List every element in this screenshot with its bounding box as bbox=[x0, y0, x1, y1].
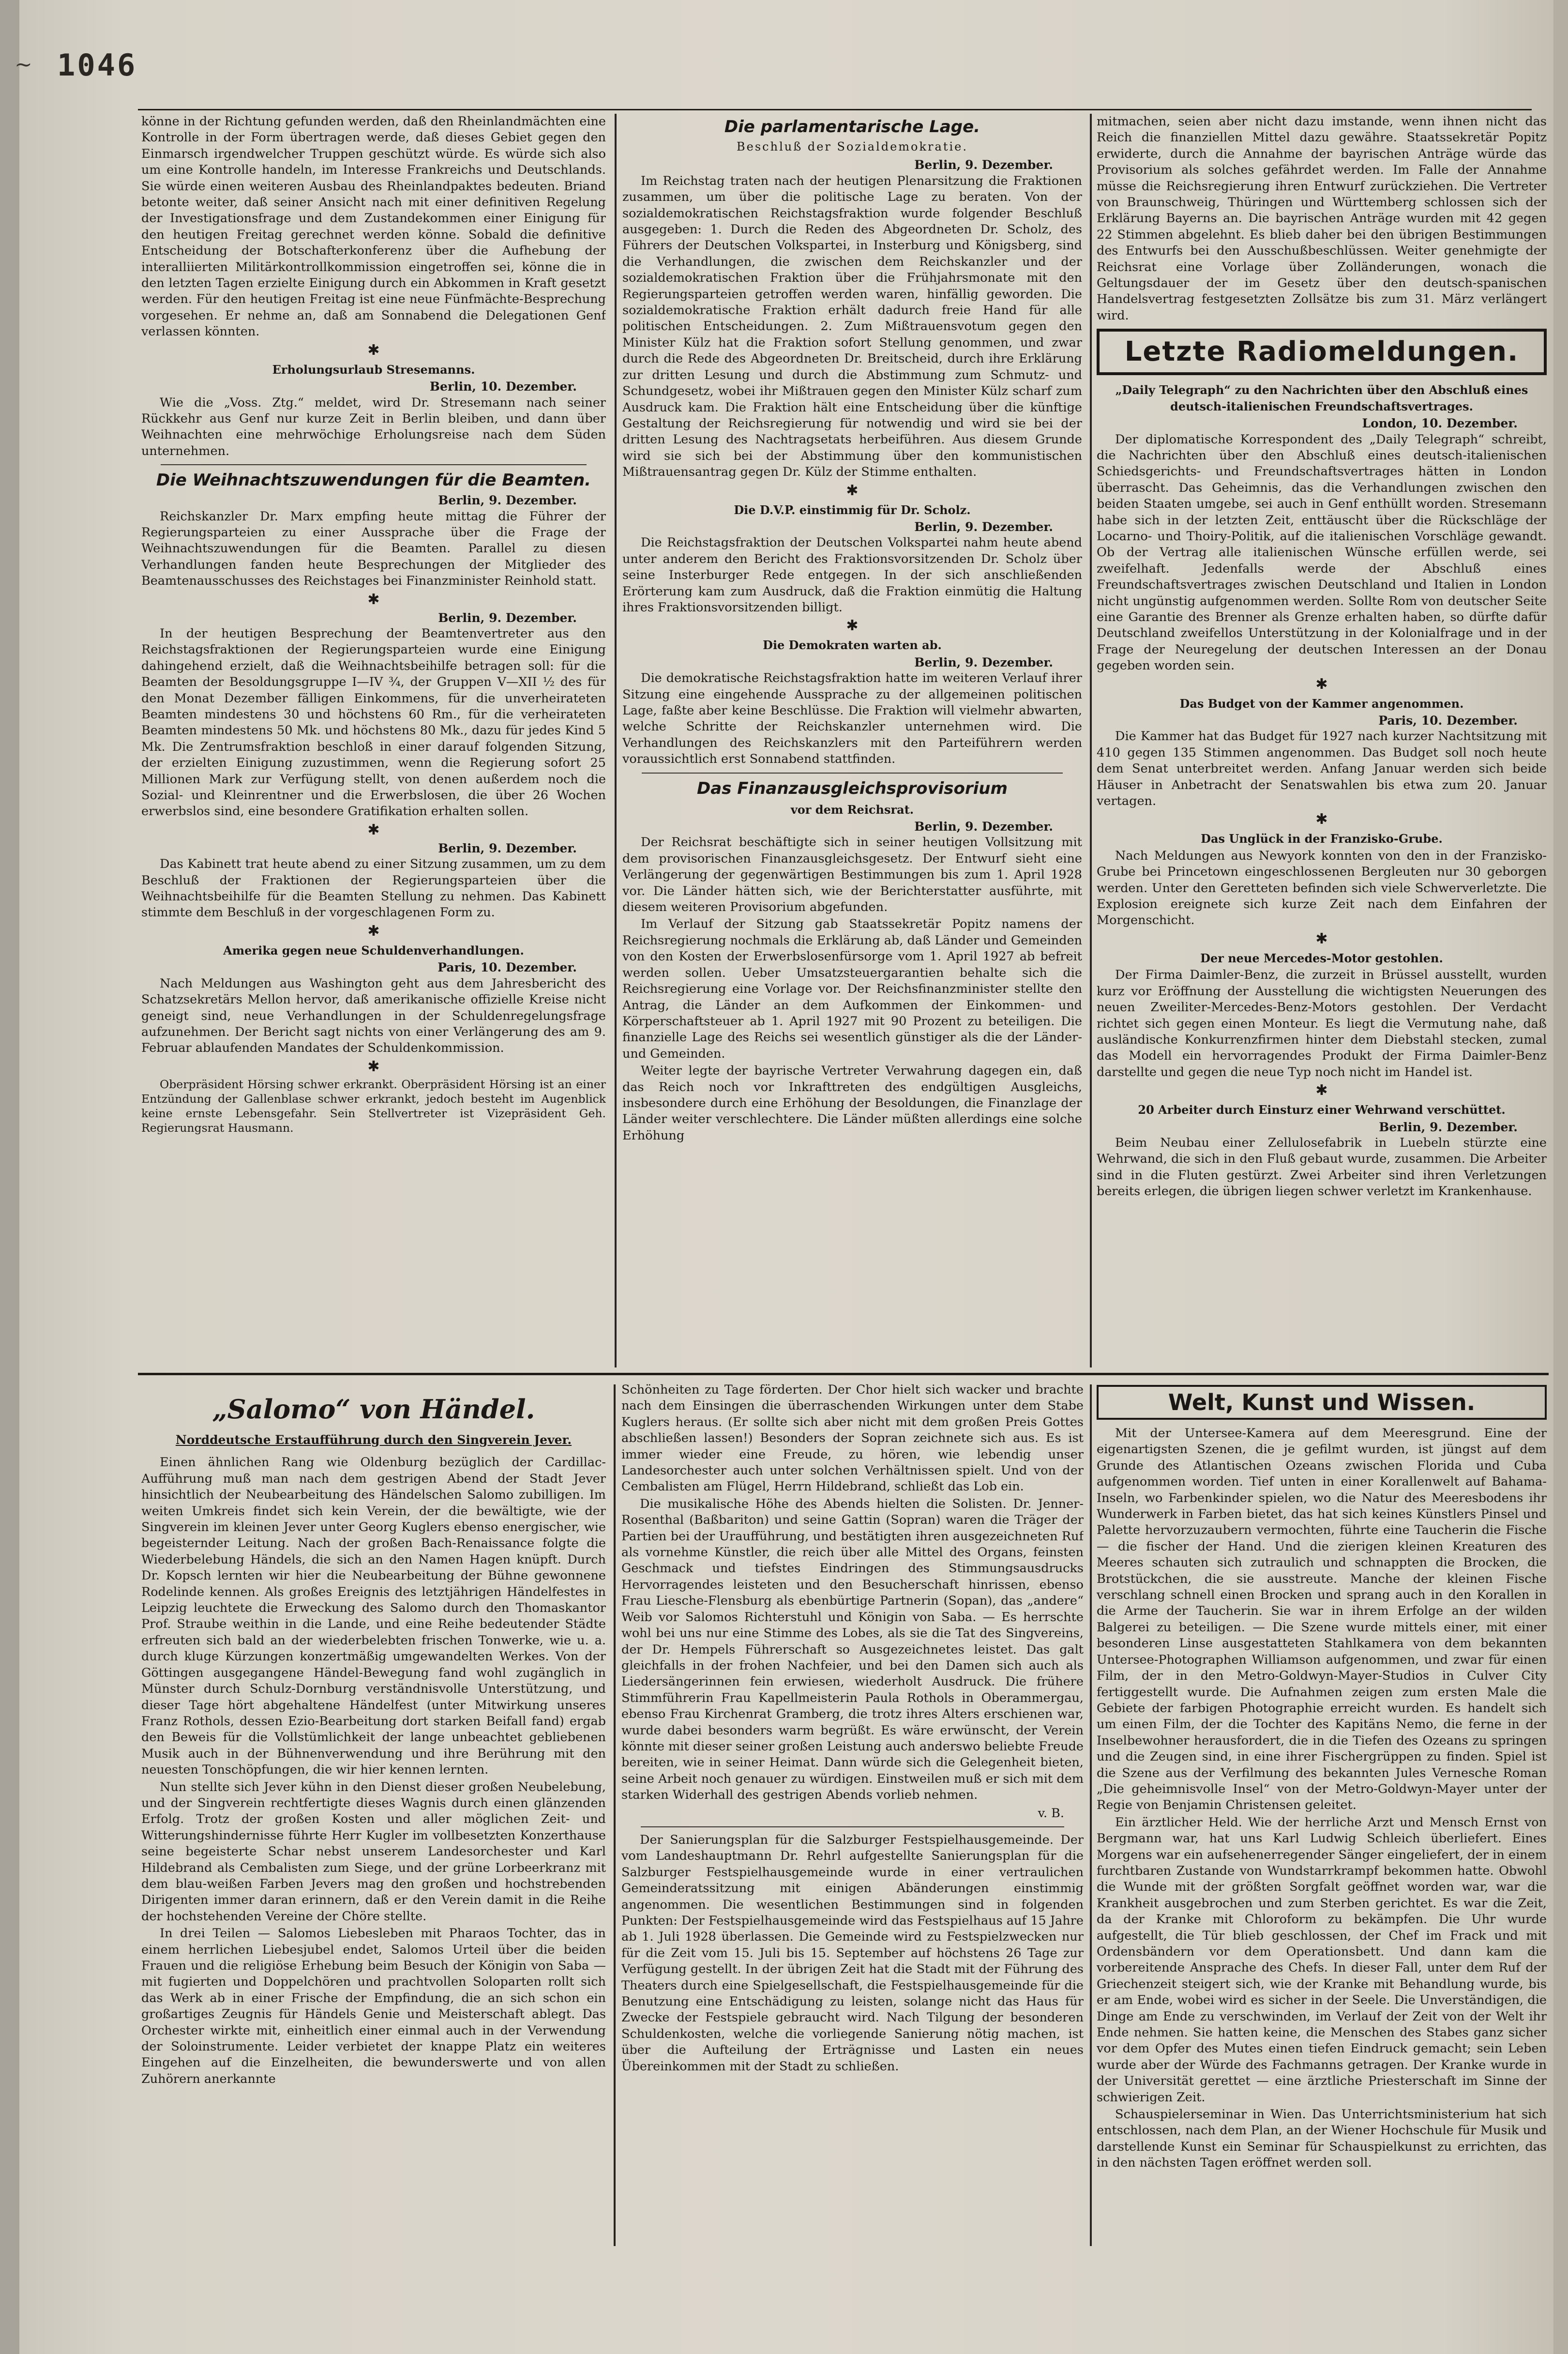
salomo-continuation-2: Die musikalische Höhe des Abends hielten die Solisten. Dr. Jenner-Rosenthal (Baßbariton) und seine Gattin (Sopran) waren die Träger der Partien bei der Uraufführung, und bestätigten ihren ausgezeichneten Ruf als vornehme Künstler, die reich über alle Mittel des Organs, feinsten Geschmack und tiefstes Eindringen des Stimmungsausdrucks Hervorragendes leisteten und den Besucherschaft hinrissen, ebenso Frau Liesche-Flensburg als ebenbürtige Partnerin (Sopan), das „andere“ Weib vor Salomos Richterstuhl und Königin von Saba. — Es herrschte wohl bei uns nur eine Stimme des Lobes, als sie die Tat des Singvereins, der Dr. Hempels Führerschaft so Ausgezeichnetes leistet. Das galt gleichfalls in der frohen Nachfeier, und bei den Damen sich auch als Liedersängerinnen fein erwiesen, wiederholt Ausdruck. Die frühere Stimmführerin Frau Kapellmeisterin Paula Rothols in Oberammergau, ebenso Frau Kirchenrat Gramberg, die trotz ihres Alters erschienen war, wurde dabei besonders warm begrüßt. Es wäre erwünscht, der Verein könnte mit dieser seiner großen Leistung auch anderswo beliebte Freude bereiten, wie in seiner Heimat. Dann würde sich die Gelegenheit bieten, seine Arbeit noch genauer zu würdigen. Einstweilen muß er sich mit dem starken Widerhall des gestrigen Abends vorlieb nehmen. bbox=[621, 1496, 1084, 1803]
amerika-text: Nach Meldungen aus Washington geht aus dem Jahresbericht des Schatzsekretärs Mellon hervor, daß amerikanische offizielle Kreise nicht geneigt sind, neue Verhandlungen in der Schuldenregelungsfrage aufzunehmen. Der Bericht sagt nichts von einer Verlängerung des am 9. Februar ablaufenden Mandates der Schuldenkommission. bbox=[141, 976, 606, 1056]
column-rule-2 bbox=[1090, 114, 1092, 1367]
page-number: 1046 bbox=[57, 47, 137, 83]
separator-star: ✱ bbox=[846, 482, 859, 499]
salomo-headline: „Salomo“ von Händel. bbox=[212, 1394, 535, 1425]
column-rule-4 bbox=[1090, 1384, 1092, 2246]
author-signature: v. B. bbox=[1038, 1806, 1064, 1821]
parlament-text: Im Reichstag traten nach der heutigen Plenarsitzung die Fraktionen zusammen, um über die politische Lage zu beraten. Von der sozialdemokratischen Reichstagsfraktion wurde folgender Beschluß ausgegeben: 1. Durch die Reden des Abgeordneten Dr. Scholz, des Führers der Deutschen Volkspartei, in Insterburg und Königsberg, sind die Verhandlungen, die zwischen dem Reichskanzler und der sozialdemokratischen Fraktion über die Frühjahrsmonate mit den Regierungsparteien getroffen werden waren, hinfällig geworden. Die sozialdemokratische Fraktion erhält dadurch freie Hand für alle politischen Entscheidungen. 2. Zum Mißtrauensvotum gegen den Minister Külz hat die Fraktion sofort Stellung genommen, und zwar durch die Rede des Abgeordneten Dr. Breitscheid, durch ihre Erklärung zur dritten Lesung und durch die Abstimmung zum Schmutz- und Schundgesetz, wobei ihr Mißtrauen gegen den Minister Külz scharf zum Ausdruck kam. Die Fraktion hält eine Entscheidung über die künftige Gestaltung der Reichsregierung für notwendig und wird sie bei der dritten Lesung des Nachtragsetats herbeiführen. Aus diesem Grunde wird sie sich bei der Abstimmung über den kommunistischen Mißtrauensantrag gegen Dr. Külz der Stimme enthalten. bbox=[622, 173, 1082, 480]
salomo-paragraph-2: Nun stellte sich Jever kühn in den Dienst dieser großen Neubelebung, und der Singverein rechtfertigte dieses Wagnis durch einen glänzenden Erfolg. Trotz der großen Kosten und aller möglichen Zeit- und Witterungshindernisse führte Herr Kugler im vollbesetzten Konzerthause seine begeisterte Schar nebst unserem Landesorchester und Karl Hildebrand als Cembalisten zum Siege, und der grüne Lorbeerkranz mit dem blau-weißen Farben Jevers mag den großen und hochstrebenden Dirigenten immer daran erinnern, daß er den Verein damit in die Reihe der hochstehenden Vereine der Chöre stellte. bbox=[141, 1779, 606, 1924]
middle-column bbox=[622, 114, 1082, 1367]
untersee-kamera-text: Mit der Untersee-Kamera auf dem Meeresgrund. Eine der eigenartigsten Szenen, die je gefilmt wurden, ist jüngst auf dem Grunde des Atlantischen Ozeans zwischen Florida und Cuba aufgenommen worden. Tief unten in einer Korallenwelt auf Bahama-Inseln, wo Farbenkinder spielen, wo die Natur des Meeresbodens ihr Wunderwerk in Farben bietet, das hat sich keines Künstlers Pinsel und Palette hervorzuzaubern vermochten, führte eine Taucherin die Fische — die fischer der Hand. Und die zierigen kleinen Kreaturen des Meeres schauten sich zutraulich und schnappten die Brocken, die Brotstückchen, die sie ausstreute. Manche der kleinen Fische verschlang schnell einen Brocken und sprang auch in den Korallen in die Arme der Taucherin. Sie war in ihrem Erfolge an der wilden Balgerei zu beteiligen. — Die Szene wurde mittels einer, mit einer besonderen Linse ausgestatteten Stahlkamera von dem bekannten Untersee-Photographen Williamson aufgenommen, und zwar für einen Film, der in den Metro-Goldwyn-Mayer-Studios in Culver City fertiggestellt wurde. Die Aufnahmen zeigen zum ersten Male die Gebiete der farbigen Photographie erreicht wurden. Es handelt sich um einen Film, der die Tochter des Kapitäns Nemo, die ferne in der Inselbewohner herausfordert, die in die Tiefen des Ozeans zu springen und die Zeugen sind, in eine ihrer Fischergrüppen zu finden. Spiel ist die Szene aus der Verfilmung des bekannten Jules Vernesche Roman „Die geheimnisvolle Insel“ von der Metro-Goldwyn-Mayer unter der Regie von Benjamin Christensen geleitet. bbox=[1097, 1426, 1547, 1813]
separator-star: ✱ bbox=[1315, 675, 1328, 693]
grube-text: Nach Meldungen aus Newyork konnten von den in der Franzisko-Grube bei Princetown eingeschlossenen Bergleuten nur 30 geborgen werden. Unter den Geretteten befinden sich viele Schwerverletzte. Die Explosion ereignete sich kurze Zeit nach dem Einfahren der Morgenschicht. bbox=[1097, 848, 1547, 928]
finanz-subheadline: vor dem Reichsrat. bbox=[790, 802, 914, 817]
right-column bbox=[1097, 114, 1547, 1367]
divider bbox=[642, 773, 1063, 774]
separator-star: ✱ bbox=[367, 591, 380, 608]
salomo-paragraph-1: Einen ähnlichen Rang wie Oldenburg bezüglich der Cardillac-Aufführung muß man nach dem gestrigen Abend der Stadt Jever hinsichtlich der Neubearbeitung des Händelschen Salomo zubilligen. Im weiten Umkreis findet sich kein Verein, der die bewältigte, wie der Singverein im kleinen Jever unter Georg Kuglers ebenso energischer, wie begeisternder Leitung. Nach der großen Bach-Renaissance folgte die Wiederbelebung Händels, die sich an den Namen Hagen knüpft. Durch Dr. Kopsch lernten wir hier die Neubearbeitung der Bühne gewonnene Rodelinde kennen. Als großes Ereignis des letztjährigen Händelfestes in Leipzig leuchtete die Erweckung des Salomo durch den Thomaskantor Prof. Straube weithin in die Lande, und eine Reihe bedeutender Städte erfreuten sich bald an der wiederbelebten frischen Tonwerke, wie u. a. durch kluge Kürzungen konzertmäßig umgewandelten Werkes. Von der Göttingen ausgegangene Händel-Bewegung fand wohl zugänglich in Münster durch Schulz-Dornburg verständnisvolle Unterstützung, und dieser Tage hört abgehaltene Händelfest (unter Mitwirkung unseres Franz Rothols, dessen Ezio-Bearbeitung dort starken Beifall fand) ergab den Beweis für die Vollstümlichkeit der lange unbeachtet gebliebenen Musik auch in der Bühnenverwendung und ihre Berührung mit den neuesten Tonschöpfungen, die wir hier kennen lernten. bbox=[141, 1455, 606, 1777]
radio-headline: Letzte Radiomeldungen. bbox=[1097, 329, 1547, 375]
mercedes-headline: Der neue Mercedes-Motor gestohlen. bbox=[1200, 951, 1443, 965]
budget-text: Die Kammer hat das Budget für 1927 nach kurzer Nachtsitzung mit 410 gegen 135 Stimmen angenommen. Das Budget soll noch heute dem Senat unterbreitet werden. Anfang Januar werden sich beide Häuser in Anbetracht der Senatswahlen bis etwa zum 20. Januar vertagen. bbox=[1097, 729, 1547, 809]
weihnacht-paragraph-2: In der heutigen Besprechung der Beamtenvertreter aus den Reichstagsfraktionen der Regierungsparteien wurde eine Einigung dahingehend erzielt, daß die Weihnachtsbeihilfe betragen soll: für die Beamten der Besoldungsgruppe I—IV ¾, der Gruppen V—XII ½ des für den Monat Dezember fälligen Einkommens, für die unverheirateten Beamten mindestens 30 und höchstens 60 Rm., für die verheirateten Beamten mindestens 50 Mk. und höchstens 80 Mk., dazu für jedes Kind 5 Mk. Die Zentrumsfraktion beschloß in einer darauf folgenden Sitzung, der erzielten Einigung zuzustimmen, wenn die Regierung sofort 25 Millionen Mark zur Verfügung stellt, von denen außerdem noch die Sozial- und Kleinrentner und die Erwerbslosen, die über 26 Wochen erwerbslos sind, eine besondere Gratifikation erhalten sollen. bbox=[141, 626, 606, 819]
weihnacht-dateline-1: Berlin, 9. Dezember. bbox=[438, 493, 577, 508]
finanz-headline: Das Finanzausgleichsprovisorium bbox=[697, 778, 1008, 798]
budget-headline: Das Budget von der Kammer angenommen. bbox=[1179, 696, 1464, 711]
finanz-paragraph-2: Im Verlauf der Sitzung gab Staatssekretär Popitz namens der Reichsregierung nochmals die Erklärung ab, daß Länder und Gemeinden von den Kosten der Erwerbslosenfürsorge vom 1. April 1927 ab befreit werden sollen. Ueber Umsatzsteuergarantien behalte sich die Reichsregierung eine Vorlage vor. Der Reichsfinanzminister stellte den Antrag, die Länder an dem Aufkommen der Einkommen- und Körperschaftsteuer ab 1. April 1927 mit 90 Prozent zu beteiligen. Die finanzielle Lage des Reichs sei wesentlich günstiger als die der Länder- und Gemeinden. bbox=[622, 917, 1082, 1061]
separator-star: ✱ bbox=[367, 922, 380, 940]
salomo-continuation-1: Schönheiten zu Tage förderten. Der Chor hielt sich wacker und brachte nach dem Einsingen die überraschenden Wirkungen unter dem Stabe Kuglers heraus. (Er sollte sich aber nicht mit dem großen Preis Gottes abschließen lassen!) Besonders der Sopran zeichnete sich aus. Es ist immer wieder eine Freude, zu hören, wie lebendig unser Landesorchester auch unter solchen Verhältnissen spielt. Und von der Cembalisten am Flügel, Herrn Hildebrand, schließt das Lob ein. bbox=[621, 1382, 1084, 1494]
top-rule bbox=[138, 109, 1532, 110]
budget-dateline: Paris, 10. Dezember. bbox=[1378, 714, 1518, 728]
separator-star: ✱ bbox=[846, 617, 859, 635]
finanz-paragraph-1: Der Reichsrat beschäftigte sich in seiner heutigen Vollsitzung mit dem provisorischen Finanzausgleichsgesetz. Der Entwurf sieht eine Verlängerung der gegenwärtigen Bestimmungen bis zum 1. April 1928 vor. Die Länder hätten sich, wie der Berichterstatter ausführte, mit diesem weiteren Provisorium abgefunden. bbox=[622, 835, 1082, 915]
arbeiter-text: Beim Neubau einer Zellulosefabrik in Luebeln stürzte eine Wehrwand, die sich in den Fluß gebaut wurde, zusammen. Die Arbeiter sind in die Fluten gestürzt. Zwei Arbeiter sind ihren Verletzungen bereits erlegen, die übrigen liegen schwer verletzt im Krankenhause. bbox=[1097, 1135, 1547, 1199]
feuilleton-middle-column bbox=[621, 1382, 1084, 2253]
schauspielerseminar-text: Schauspielerseminar in Wien. Das Unterrichtsministerium hat sich entschlossen, nach dem Plan, an der Wiener Hochschule für Musik und darstellende Kunst ein Seminar für Schauspielkunst zu errichten, das in den nächsten Tagen eröffnet werden soll. bbox=[1097, 2107, 1547, 2171]
left-column bbox=[141, 114, 606, 1367]
oberpraesident-text: Oberpräsident Hörsing schwer erkrankt. Oberpräsident Hörsing ist an einer Entzündung der Gallenblase schwer erkrankt, jedoch besteht im Augenblick keine ernste Lebensgefahr. Sein Stellvertreter ist Vizepräsident Geh. Regierungsrat Hausmann. bbox=[141, 1077, 606, 1135]
erholungsurlaub-dateline: Berlin, 10. Dezember. bbox=[429, 380, 577, 394]
parlament-headline: Die parlamentarische Lage. bbox=[724, 117, 980, 137]
separator-star: ✱ bbox=[367, 1058, 380, 1075]
feuilleton-left-column bbox=[141, 1380, 606, 2251]
arbeiter-dateline: Berlin, 9. Dezember. bbox=[1379, 1120, 1518, 1134]
intro-paragraph: könne in der Richtung gefunden werden, daß den Rheinlandmächten eine Kontrolle in der Form übertragen werde, daß dieses Gebiet gegen den Einmarsch irgendwelcher Truppen geschützt würde. Es würde sich also um eine Kontrolle handeln, im Interesse Frankreichs und Deutschlands. Sie würde einen weiteren Ausbau des Rheinlandpaktes bedeuten. Briand betonte weiter, daß seiner Ansicht nach mit einer definitiven Regelung der Investigationsfrage und dem Zustandekommen einer Einigung für den heutigen Freitag gerechnet werden könne. Sobald die definitive Entscheidung der Botschafterkonferenz über die Aufhebung der interalliierten Militärkontrollkommission eingetroffen sei, könne die in den letzten Tagen erzielte Einigung durch ein Abkommen in Kraft gesetzt werden. Für den heutigen Freitag ist eine neue Fünfmächte-Besprechung vorgesehen. Er nehme an, daß am Sonnabend die Delegationen Genf verlassen könnten. bbox=[141, 114, 606, 339]
corner-mark: ~ bbox=[15, 52, 32, 77]
amerika-dateline: Paris, 10. Dezember. bbox=[437, 960, 577, 975]
telegraph-dateline: London, 10. Dezember. bbox=[1362, 416, 1518, 431]
welt-kunst-wissen-headline: Welt, Kunst und Wissen. bbox=[1097, 1385, 1547, 1420]
separator-star: ✱ bbox=[1315, 1082, 1328, 1099]
finanz-continuation: mitmachen, seien aber nicht dazu imstande, wenn ihnen nicht das Reich die finanziellen Mittel dazu gewähre. Staatssekretär Popitz erwiderte, durch die Annahme der bayrischen Anträge würde das Provisorium als solches gefährdet werden. Im Falle der Annahme müsse die Reichsregierung ihren Entwurf zurückziehen. Die Vertreter von Braunschweig, Thüringen und Württemberg schlossen sich der Erklärung Bayerns an. Die bayrischen Anträge wurden mit 42 gegen 22 Stimmen abgelehnt. Es blieb daher bei den übrigen Bestimmungen des Entwurfs bei den Ausschußbeschlüssen. Weiter genehmigte der Reichsrat eine Vorlage über Zolländerungen, wonach die Geltungsdauer der im Gesetz über den deutsch-spanischen Handelsvertrag festgesetzten Zollsätze bis zum 31. März verlängert wird. bbox=[1097, 114, 1547, 323]
scan-edge-right bbox=[1553, 0, 1568, 2354]
separator-star: ✱ bbox=[1315, 811, 1328, 828]
salomo-paragraph-3: In drei Teilen — Salomos Liebesleben mit Pharaos Tochter, das in einem herrlichen Liebesjubel endet, Salomos Urteil über die beiden Frauen und die religiöse Erhebung beim Besuch der Königin von Saba — mit fugierten und Doppelchören und prachtvollen Soloparten rollt sich das Werk ab in einer Frische der Empfindung, die an sich schon ein großartiges Zeugnis für Händels Genie und Meisterschaft ablegt. Das Orchester wirkte mit, einheitlich einer einmal auch in der Verwendung der Soloinstrumente. Leider verbietet der knappe Platz ein weiteres Eingehen auf die Einzelheiten, die bewunderswerte und von allen Zuhörern anerkannte bbox=[141, 1926, 606, 2086]
salzburg-text: Der Sanierungsplan für die Salzburger Festspielhausgemeinde. Der vom Landeshauptmann Dr. Rehrl aufgestellte Sanierungsplan für die Salzburger Festspielhausgemeinde wurde in einer vertraulichen Gemeinderatssitzung mit einigen Abänderungen einstimmig angenommen. Die wesentlichen Bestimmungen sind in folgenden Punkten: Der Festspielhausgemeinde wird das Festspielhaus auf 15 Jahre ab 1. Juli 1928 überlassen. Die Gemeinde wird zu Festspielzwecken nur für die Zeit vom 15. Juli bis 15. September auf höchstens 26 Tage zur Verfügung gestellt. In der übrigen Zeit hat die Stadt mit der Führung des Theaters durch eine Spielgesellschaft, die Festspielhausgemeinde für die Benutzung eine Entschädigung zu leisten, solange nicht das Haus für Zwecke der Festspiele gebraucht wird. Nach Tilgung der besonderen Schuldenkosten, welche die vorliegende Sanierung nötig machen, ist über die Aufteilung der Erträgnisse und Lasten ein neues Übereinkommen mit der Stadt zu schließen. bbox=[621, 1832, 1084, 2074]
grube-headline: Das Unglück in der Franzisko-Grube. bbox=[1201, 832, 1443, 846]
arbeiter-headline: 20 Arbeiter durch Einsturz einer Wehrwand verschüttet. bbox=[1138, 1103, 1506, 1117]
separator-star: ✱ bbox=[367, 341, 380, 359]
scan-edge-left bbox=[0, 0, 19, 2354]
mercedes-text: Der Firma Daimler-Benz, die zurzeit in Brüssel ausstellt, wurden kurz vor Eröffnung der Ausstellung die wichtigsten Neuerungen des neuen Zweiliter-Mercedes-Benz-Motors gestohlen. Der Verdacht richtet sich gegen einen Monteur. Es liegt die Vermutung nahe, daß ausländische Konkurrenzfirmen hinter dem Diebstahl stecken, zumal das Modell ein hervorragendes Produkt der Firma Daimler-Benz darstellte und gegen die neue Typ noch nicht im Handel ist. bbox=[1097, 968, 1547, 1079]
demokraten-text: Die demokratische Reichstagsfraktion hatte im weiteren Verlauf ihrer Sitzung eine eingehende Aussprache zu der allgemeinen politischen Lage, faßte aber keine Beschlüsse. Die Fraktion will vielmehr abwarten, welche Schritte der Reichskanzler unternehmen wird. Die Verhandlungen des Reichskanzlers mit den Parteiführern werden voraussichtlich erst Sonnabend stattfinden. bbox=[622, 671, 1082, 767]
feuilleton-separator-rule bbox=[138, 1373, 1549, 1375]
erholungsurlaub-text: Wie die „Voss. Ztg.“ meldet, wird Dr. Stresemann nach seiner Rückkehr aus Genf nur kurze Zeit in Berlin bleiben, und dann über Weihnachten eine mehrwöchige Erholungsreise nach dem Süden unternehmen. bbox=[141, 395, 606, 458]
finanz-dateline: Berlin, 9. Dezember. bbox=[914, 820, 1053, 834]
separator-star: ✱ bbox=[1315, 930, 1328, 947]
telegraph-text: Der diplomatische Korrespondent des „Daily Telegraph“ schreibt, die Nachrichten über den Abschluß eines deutsch-italienischen Schiedsgerichts- und Freundschaftsvertrages hätten in London überrascht. Das Geheimnis, das die Verhandlungen zwischen den beiden Staaten umgebe, sei auch in Genf enthüllt worden. Stresemann habe sich in der letzten Zeit, enttäuscht über die Rückschläge der Locarno- und Thoiry-Politik, auf die italienischen Vorschläge gewandt. Ob der Vertrag alle italienischen Wünsche erfüllen werde, sei zweifelhaft. Jedenfalls werde der Abschluß eines Freundschaftsvertrages zwischen Deutschland und Italien in London nicht ungünstig aufgenommen werden. Sollte Rom von deutscher Seite eine Garantie des Brenner als Grenze erhalten haben, so dürfte dafür Deutschland zweifellos Unterstützung in der Kolonialfrage und in der Frage der Neuregelung der deutschen Interessen an der Donau gegeben worden sein. bbox=[1097, 432, 1547, 673]
weihnacht-dateline-3: Berlin, 9. Dezember. bbox=[438, 841, 577, 855]
column-rule-1 bbox=[615, 114, 617, 1367]
separator-star: ✱ bbox=[367, 821, 380, 838]
erholungsurlaub-headline: Erholungsurlaub Stresemanns. bbox=[272, 362, 475, 377]
weihnacht-paragraph-3: Das Kabinett trat heute abend zu einer Sitzung zusammen, um zu dem Beschluß der Fraktionen der Regierungsparteien über die Weihnachtsbeihilfe für die Beamten Stellung zu nehmen. Das Kabinett stimmte dem Beschluß in der vorgeschlagenen Form zu. bbox=[141, 857, 606, 920]
column-rule-3 bbox=[614, 1384, 616, 2246]
amerika-headline: Amerika gegen neue Schuldenverhandlungen. bbox=[223, 943, 524, 957]
weihnacht-paragraph-1: Reichskanzler Dr. Marx empfing heute mittag die Führer der Regierungsparteien zu einer Aussprache über die Frage der Weihnachtszuwendungen für die Beamten. Parallel zu diesen Verhandlungen fanden heute Besprechungen der Mitglieder des Beamtenausschusses des Reichstages bei Finanzminister Reinhold statt. bbox=[141, 509, 606, 589]
demokraten-dateline: Berlin, 9. Dezember. bbox=[914, 655, 1053, 669]
divider bbox=[161, 464, 587, 465]
telegraph-headline: „Daily Telegraph“ zu den Nachrichten über den Abschluß eines deutsch-italienischen Freundschaftsvertrages. bbox=[1115, 383, 1528, 413]
feuilleton-right-column bbox=[1097, 1382, 1547, 2253]
finanz-paragraph-3: Weiter legte der bayrische Vertreter Verwahrung dagegen ein, daß das Reich noch vor Inkrafttreten des endgültigen Ausgleichs, insbesondere durch eine Erhöhung der Besoldungen, die Finanzlage der Länder weiter verschlechtere. Die Länder müßten allerdings eine solche Erhöhung bbox=[622, 1063, 1082, 1143]
dvp-text: Die Reichstagsfraktion der Deutschen Volkspartei nahm heute abend unter anderem den Bericht des Fraktionsvorsitzenden Dr. Scholz über seine Insterburger Rede entgegen. In der sich anschließenden Erörterung kam zum Ausdruck, daß die Fraktion einmütig die Haltung ihres Fraktionsvorsitzenden billigt. bbox=[622, 535, 1082, 615]
dvp-headline: Die D.V.P. einstimmig für Dr. Scholz. bbox=[734, 502, 971, 517]
parlament-dateline: Berlin, 9. Dezember. bbox=[914, 158, 1053, 172]
aerztlicher-held-text: Ein ärztlicher Held. Wie der herrliche Arzt und Mensch Ernst von Bergmann war, hat uns Karl Ludwig Schleich überliefert. Eines Morgens war ein aufsehenerregender Sänger eingeliefert, der in einem furchtbaren Zustande von Wundstarrkrampf bekommen hatte. Obwohl die Wunde mit der größten Sorgfalt geöffnet worden war, war die Krankheit ausgebrochen und zum Sterben gerichtet. Es war die Zeit, da der Kranke mit Chloroform zu bekämpfen. Die Uhr wurde aufgestellt, die Tür blieb geschlossen, der Chef im Frack und mit Ordensbändern vor dem Operationsbett. Und dann kam die vorbereitende Ansprache des Chefs. In dieser Fall, unter dem Ruf der Griechenzeit steigert sich, wie der Kranke mit Behandlung wurde, bis er am Ende, wobei wird es sicher in der Seele. Die Unverständigen, die Dinge am Ende zu verschwinden, im Verlauf der Zeit von der Welt ihr Ende nehmen. Sie hatten keine, die Menschen des Stabes ganz sicher vor dem Opfer des Mutes einen tiefen Eindruck gemacht; sein Leben wurde aber der Würde des Fachmanns getragen. Der Kranke wurde in der Universität gerettet — eine ärztliche Priesterschaft im Sinne der schwierigen Zeit. bbox=[1097, 1815, 1547, 2105]
parlament-subheadline: Beschluß der Sozialdemokratie. bbox=[737, 140, 968, 153]
dvp-dateline: Berlin, 9. Dezember. bbox=[914, 519, 1053, 534]
demokraten-headline: Die Demokraten warten ab. bbox=[763, 638, 942, 653]
salomo-subheadline: Norddeutsche Erstaufführung durch den Singverein Jever. bbox=[175, 1433, 572, 1447]
weihnacht-dateline-2: Berlin, 9. Dezember. bbox=[438, 610, 577, 625]
weihnacht-headline: Die Weihnachtszuwendungen für die Beamten. bbox=[156, 471, 591, 490]
divider bbox=[641, 1826, 1064, 1827]
